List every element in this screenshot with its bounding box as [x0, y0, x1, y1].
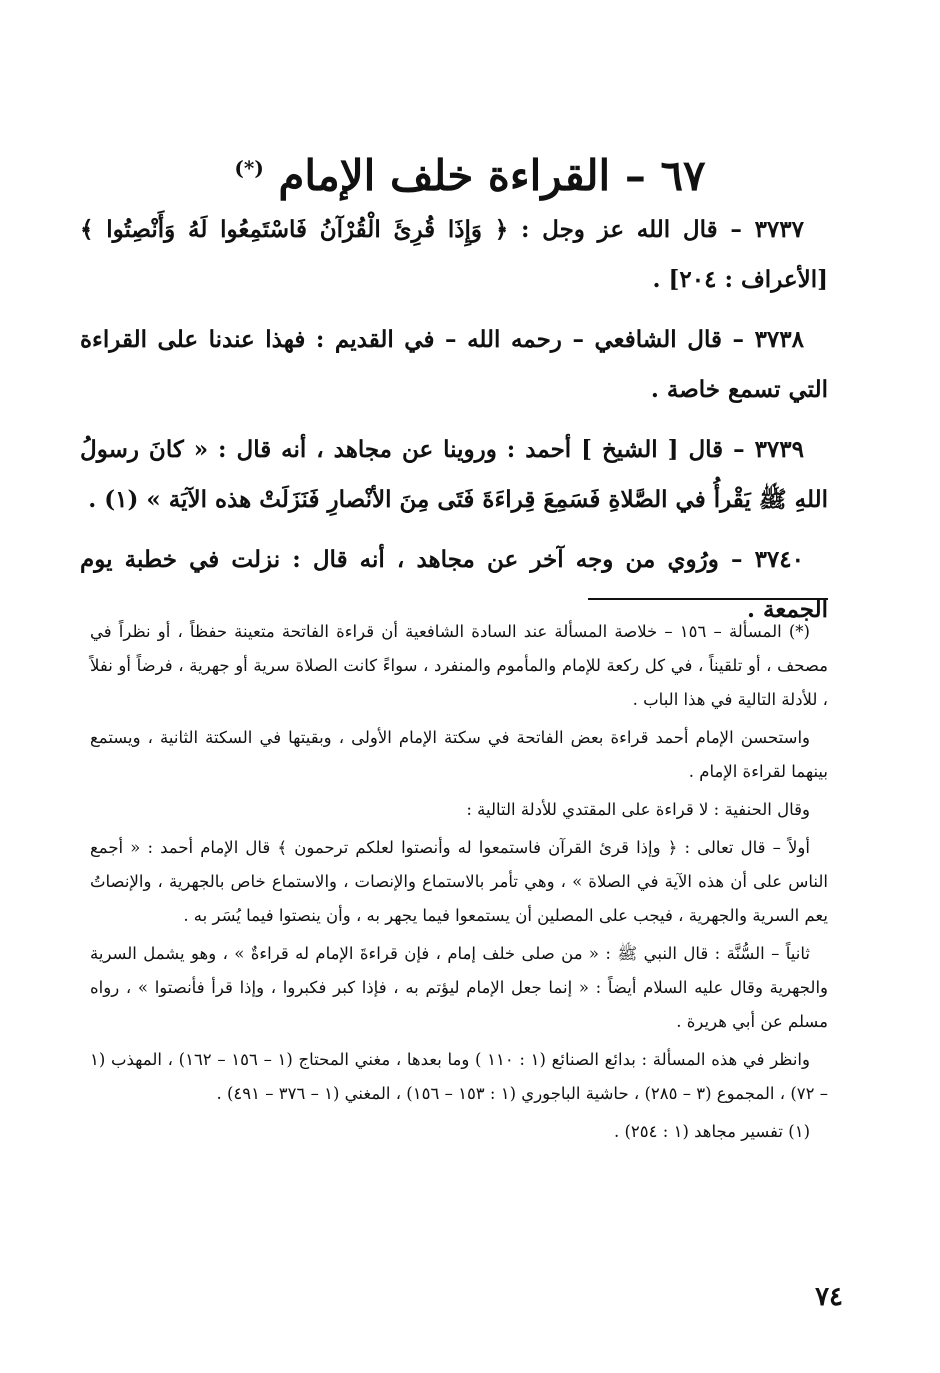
footnote-hanafi-intro: وقال الحنفية : لا قراءة على المقتدي للأدلة التالية : [466, 800, 810, 819]
footnotes [90, 615, 828, 1153]
footnote-separator [588, 598, 828, 600]
paragraph-3740: ٣٧٤٠ – ورُوي من وجه آخر عن مجاهد ، أنه قال : نزلت في خطبة يوم الجمعة . [80, 546, 828, 623]
paragraph-3738: ٣٧٣٨ – قال الشافعي – رحمه الله – في القديم : فهذا عندنا على القراءة التي تسمع خاصة . [80, 326, 828, 403]
paragraph-3737: ٣٧٣٧ – قال الله عز وجل : ﴿ وَإِذَا قُرِئَ الْقُرْآنُ فَاسْتَمِعُوا لَهُ وَأَنْصِتُوا ﴾ [الأعراف : ٢٠٤] . [80, 216, 828, 293]
footnote-first-evidence: أولاً – قال تعالى : ﴿ وإذا قرئ القرآن فاستمعوا له وأنصتوا لعلكم ترحمون ﴾ قال الإمام أحمد : « أجمع الناس على أن هذه الآية في الصلاة » ، وهي تأمر بالاستماع والإنصات ، والاستماع خاص بالجهرية ، والإنصاتُ يعم السرية والجهرية ، فيجب على المصلين أن يستمعوا فيما يجهر به ، وأن ينصتوا فيما يُسَر به . [90, 838, 828, 925]
footnote-second-evidence: ثانياً – السُّنَّة : قال النبي ﷺ : « من صلى خلف إمام ، فإن قراءةَ الإمام له قراءةٌ » ، وهو يشمل السرية والجهرية وقال عليه السلام أيضاً : « إنما جعل الإمام ليؤتم به ، فإذا كبر فكبروا ، وإذا قرأ فأنصتوا » ، رواه مسلم عن أبي هريرة . [90, 944, 828, 1031]
footnote-references: وانظر في هذه المسألة : بدائع الصنائع (١ : ١١٠ ) وما بعدها ، مغني المحتاج (١ – ١٥٦ – ١٦٢) ، المهذب (١ – ٧٢) ، المجموع (٣ – ٢٨٥) ، حاشية الباجوري (١ : ١٥٣ – ١٥٦) ، المغني (١ – ٣٧٦ – ٤٩١) . [90, 1050, 828, 1103]
footnote-issue-summary: (*) المسألة – ١٥٦ – خلاصة المسألة عند السادة الشافعية أن قراءة الفاتحة متعينة حفظاً ، أو نظراً في مصحف ، أو تلقيناً ، في كل ركعة للإمام والمأموم والمنفرد ، سواءً كانت الصلاة سرية أو جهرية ، فرضاً أو نفلاً ، للأدلة التالية في هذا الباب . [90, 622, 828, 709]
chapter-title: – القراءة خلف الإمام [278, 151, 646, 200]
chapter-footnote-marker: (*) [234, 156, 264, 180]
chapter-heading [80, 138, 860, 206]
footnote-ahmad-view: واستحسن الإمام أحمد قراءة بعض الفاتحة في سكتة الإمام الأولى ، وبقيتها في السكتة الثانية ، ويستمع بينهما لقراءة الإمام . [90, 728, 828, 781]
page-number: ٧٤ [815, 1282, 843, 1312]
footnote-1: (١) تفسير مجاهد (١ : ٢٥٤) . [613, 1122, 810, 1141]
main-text [80, 205, 828, 645]
chapter-number: ٦٧ [660, 151, 706, 200]
paragraph-3739: ٣٧٣٩ – قال [ الشيخ ] أحمد : وروينا عن مجاهد ، أنه قال : « كانَ رسولُ اللهِ ﷺ يَقْرأُ في الصَّلاةِ فَسَمِعَ قِراءَةَ فَتَى مِنَ الأنْصارِ فَنَزَلَتْ هذه الآيَة » (١) . [80, 436, 828, 513]
